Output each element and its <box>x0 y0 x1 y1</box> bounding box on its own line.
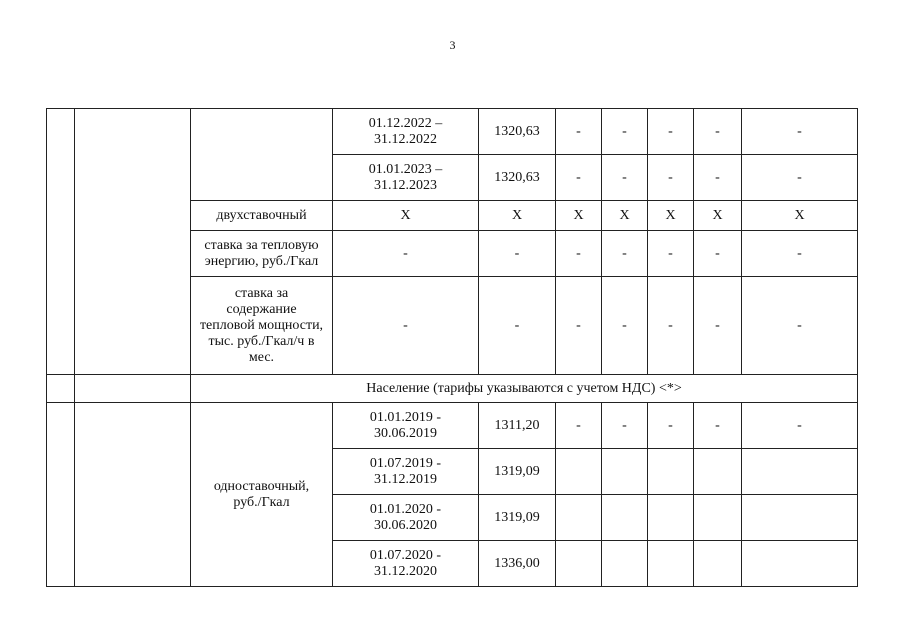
cell-value: - <box>694 109 742 155</box>
cell-organization <box>75 109 191 375</box>
cell-value: - <box>556 109 602 155</box>
cell-period: 01.01.2019 - 30.06.2019 <box>333 403 479 449</box>
cell-rate: 1319,09 <box>479 449 556 495</box>
page-number: 3 <box>449 38 456 52</box>
cell-value: - <box>333 277 479 375</box>
cell-value <box>602 449 648 495</box>
cell-mark: X <box>602 201 648 231</box>
cell-period: 01.07.2020 - 31.12.2020 <box>333 541 479 587</box>
cell-number <box>47 403 75 587</box>
cell-value: - <box>602 155 648 201</box>
cell-value <box>648 495 694 541</box>
cell-mark: X <box>694 201 742 231</box>
cell-value <box>556 449 602 495</box>
cell-organization <box>75 375 191 403</box>
cell-value: - <box>694 155 742 201</box>
cell-rate: 1336,00 <box>479 541 556 587</box>
cell-value <box>602 541 648 587</box>
cell-value: - <box>602 277 648 375</box>
cell-value: - <box>556 155 602 201</box>
cell-mark: X <box>333 201 479 231</box>
cell-value <box>742 541 858 587</box>
cell-value: - <box>556 231 602 277</box>
cell-value <box>648 541 694 587</box>
cell-value: - <box>648 403 694 449</box>
cell-value <box>742 495 858 541</box>
cell-value: - <box>648 277 694 375</box>
cell-value <box>556 541 602 587</box>
cell-value: - <box>333 231 479 277</box>
two-part-label: двухставочный <box>191 201 333 231</box>
cell-tariff-type <box>191 155 333 201</box>
cell-rate: 1311,20 <box>479 403 556 449</box>
cell-value: - <box>742 109 858 155</box>
cell-number <box>47 109 75 375</box>
cell-value <box>694 495 742 541</box>
cell-value: - <box>602 403 648 449</box>
cell-value <box>742 449 858 495</box>
population-header: Население (тарифы указываются с учетом НДС) <*> <box>191 375 858 403</box>
cell-period: 01.07.2019 - 31.12.2019 <box>333 449 479 495</box>
cell-value <box>694 541 742 587</box>
cell-mark: X <box>479 201 556 231</box>
cell-period: 01.12.2022 – 31.12.2022 <box>333 109 479 155</box>
cell-period: 01.01.2020 - 30.06.2020 <box>333 495 479 541</box>
cell-value: - <box>742 231 858 277</box>
cell-value: - <box>742 277 858 375</box>
cell-rate: 1320,63 <box>479 155 556 201</box>
cell-tariff-type <box>191 109 333 155</box>
cell-number <box>47 375 75 403</box>
cell-value <box>556 495 602 541</box>
cell-value: - <box>556 403 602 449</box>
cell-value: - <box>694 277 742 375</box>
cell-value: - <box>556 277 602 375</box>
cell-rate: 1319,09 <box>479 495 556 541</box>
energy-rate-label: ставка за тепловую энергию, руб./Гкал <box>191 231 333 277</box>
cell-value <box>602 495 648 541</box>
cell-rate: 1320,63 <box>479 109 556 155</box>
table-row <box>47 403 858 449</box>
cell-value: - <box>602 109 648 155</box>
cell-mark: X <box>556 201 602 231</box>
cell-value <box>694 449 742 495</box>
tariff-table <box>46 108 858 587</box>
table-row-population-header <box>47 375 858 403</box>
cell-value: - <box>648 155 694 201</box>
cell-value: - <box>648 109 694 155</box>
cell-value: - <box>694 231 742 277</box>
cell-value: - <box>648 231 694 277</box>
cell-period: 01.01.2023 – 31.12.2023 <box>333 155 479 201</box>
cell-mark: X <box>742 201 858 231</box>
cell-organization <box>75 403 191 587</box>
cell-value: - <box>694 403 742 449</box>
single-rate-label: одноставочный, руб./Гкал <box>191 403 333 587</box>
cell-value: - <box>602 231 648 277</box>
cell-value: - <box>479 277 556 375</box>
cell-value <box>648 449 694 495</box>
cell-value: - <box>479 231 556 277</box>
capacity-rate-label: ставка за содержание тепловой мощности, тыс. руб./Гкал/ч в мес. <box>191 277 333 375</box>
cell-value: - <box>742 403 858 449</box>
cell-mark: X <box>648 201 694 231</box>
table-row <box>47 109 858 155</box>
cell-value: - <box>742 155 858 201</box>
